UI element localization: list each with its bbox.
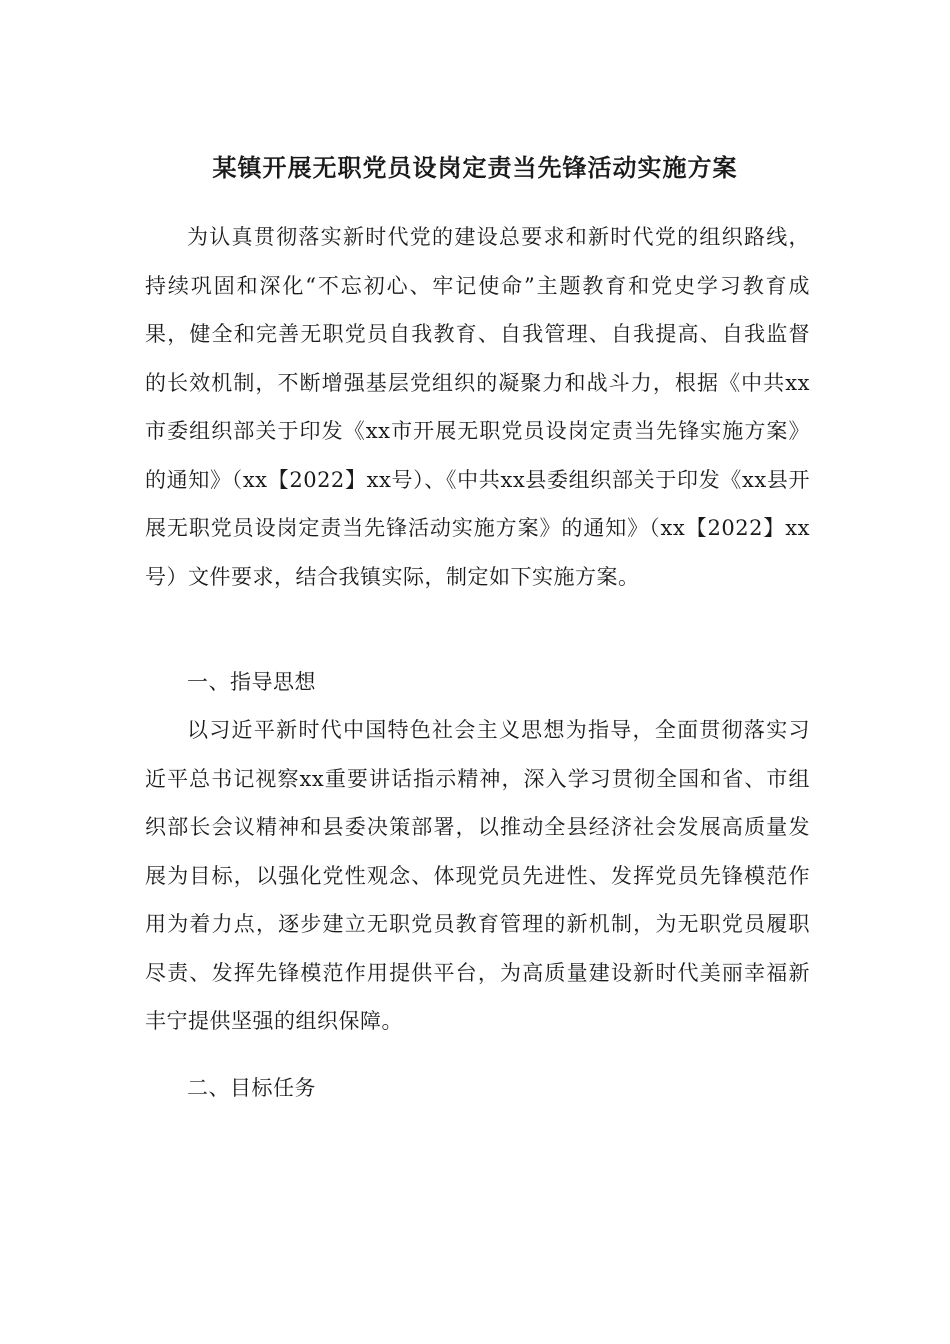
section-heading-goals-tasks: 二、目标任务 <box>187 1076 316 1100</box>
guiding-ideology-paragraph: 以习近平新时代中国特色社会主义思想为指导，全面贯彻落实习近平总书记视察xx重要讲话指示精神，深入学习贯彻全国和省、市组织部长会议精神和县委决策部署，以推动全县经济社会发展高质量发展为目标，以强化党性观念、体现党员先进性、发挥党员先锋模范作用为着力点，逐步建立无职党员教育管理的新机制，为无职党员履职尽责、发挥先锋模范作用提供平台，为高质量建设新时代美丽幸福新丰宁提供坚强的组织保障。 <box>145 718 810 1033</box>
intro-paragraph: 为认真贯彻落实新时代党的建设总要求和新时代党的组织路线，持续巩固和深化“不忘初心、牢记使命”主题教育和党史学习教育成果，健全和完善无职党员自我教育、自我管理、自我提高、自我监督的长效机制，不断增强基层党组织的凝聚力和战斗力，根据《中共xx市委组织部关于印发《xx市开展无职党员设岗定责当先锋实施方案》的通知》（xx【2022】xx号）、《中共xx县委组织部关于印发《xx县开展无职党员设岗定责当先锋活动实施方案》的通知》（xx【2022】xx号）文件要求，结合我镇实际，制定如下实施方案。 <box>145 225 810 589</box>
section-heading-guiding-ideology: 一、指导思想 <box>187 670 316 694</box>
document-title: 某镇开展无职党员设岗定责当先锋活动实施方案 <box>212 153 738 182</box>
